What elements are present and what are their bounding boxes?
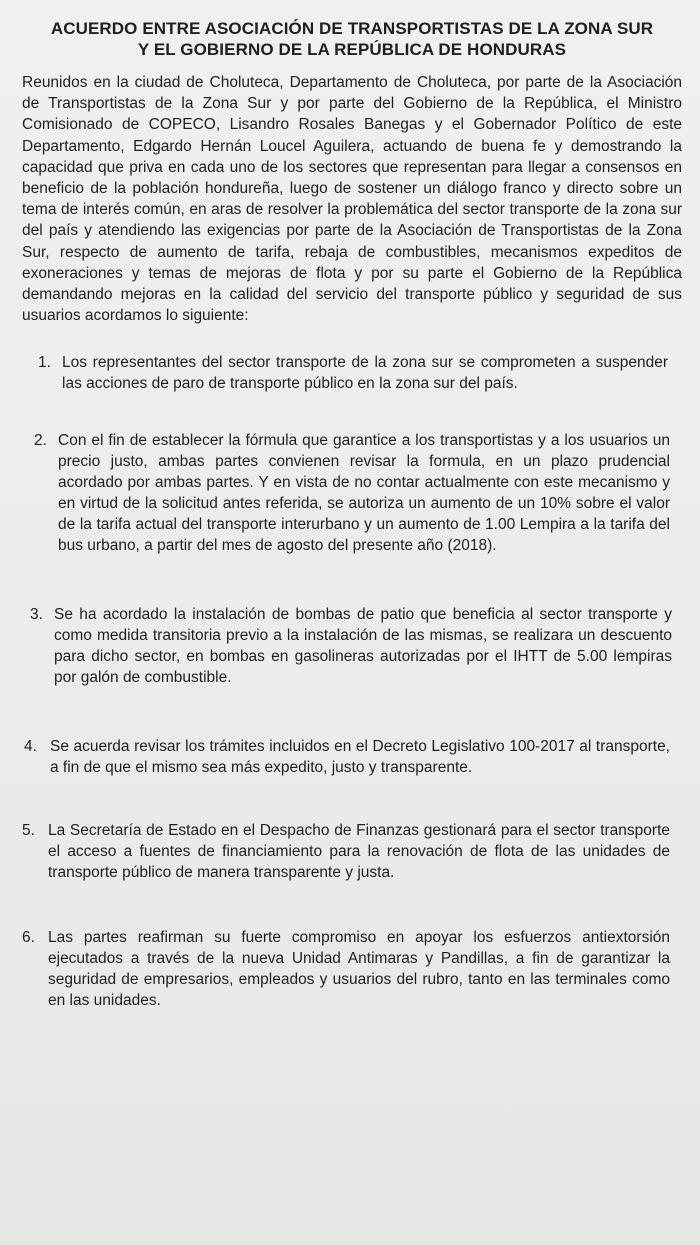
document-title [22,18,682,60]
item-text: La Secretaría de Estado en el Despacho de Finanzas gestionará para el sector transporte el acceso a fuentes de financiamiento para la renovación de flota de las unidades de transporte público de manera transparente y justa. [48,822,670,882]
title-line-1: ACUERDO ENTRE ASOCIACIÓN DE TRANSPORTISTAS DE LA ZONA SUR [50,19,654,38]
item-number: 1. [38,354,51,372]
item-text: Las partes reafirman su fuerte compromiso en apoyar los esfuerzos antiextorsión ejecutados a través de la nueva Unidad Antimaras y Pandillas, a fin de garantizar la seguridad de empresarios, empleados y usuarios del rubro, tanto en las terminales como en las unidades. [48,929,670,1010]
item-text: Se ha acordado la instalación de bombas de patio que beneficia al sector transporte y como medida transitoria previo a la instalación de las mismas, se realizara un descuento para dicho sector, en bombas en gasolineras autorizadas por el IHTT de 5.00 lempiras por galón de combustible. [54,606,672,687]
agreement-item [22,927,682,1011]
agreement-item [22,736,682,778]
agreement-item [22,820,682,883]
agreement-item [22,352,682,394]
item-number: 5. [22,822,35,840]
item-text: Se acuerda revisar los trámites incluidos en el Decreto Legislativo 100-2017 al transporte, a fin de que el mismo sea más expedito, justo y transparente. [50,738,670,777]
agreement-item [22,604,682,688]
title-line-2: Y EL GOBIERNO DE LA REPÚBLICA DE HONDURAS [137,40,567,59]
agreement-list [22,352,682,1011]
item-number: 6. [22,929,35,947]
intro-paragraph: Reunidos en la ciudad de Choluteca, Departamento de Choluteca, por parte de la Asociación de Transportistas de la Zona Sur y por parte del Gobierno de la República, el Ministro Comisionado de COPECO, Lisandro Rosales Banegas y el Gobernador Político de este Departamento, Edgardo Hernán Loucel Aguilera, actuando de buena fe y demostrando la capacidad que priva en cada uno de los sectores que representan para llegar a consensos en beneficio de la población hondureña, luego de sostener un diálogo franco y directo sobre un tema de interés común, en aras de resolver la problemática del sector transporte de la zona sur del país y atendiendo las exigencias por parte de la Asociación de Transportistas de la Zona Sur, respecto de aumento de tarifa, rebaja de combustibles, mecanismos expeditos de exoneraciones y temas de mejoras de flota y por su parte el Gobierno de la República demandando mejoras en la calidad del servicio del transporte público y seguridad de sus usuarios acordamos lo siguiente: [22,74,682,325]
item-number: 2. [34,432,47,450]
item-text: Los representantes del sector transporte de la zona sur se comprometen a suspender las acciones de paro de transporte público en la zona sur del país. [62,354,668,393]
item-number: 3. [30,606,43,624]
item-text: Con el fin de establecer la fórmula que garantice a los transportistas y a los usuarios un precio justo, ambas partes convienen revisar la formula, en un plazo prudencial acordado por ambas partes. Y en vista de no contar actualmente con este mecanismo y en virtud de la solicitud antes referida, se autoriza un aumento de un 10% sobre el valor de la tarifa actual del transporte interurbano y un aumento de 1.00 Lempira a la tarifa del bus urbano, a partir del mes de agosto del presente año (2018). [58,432,670,555]
item-number: 4. [24,738,37,756]
agreement-item [22,430,682,556]
